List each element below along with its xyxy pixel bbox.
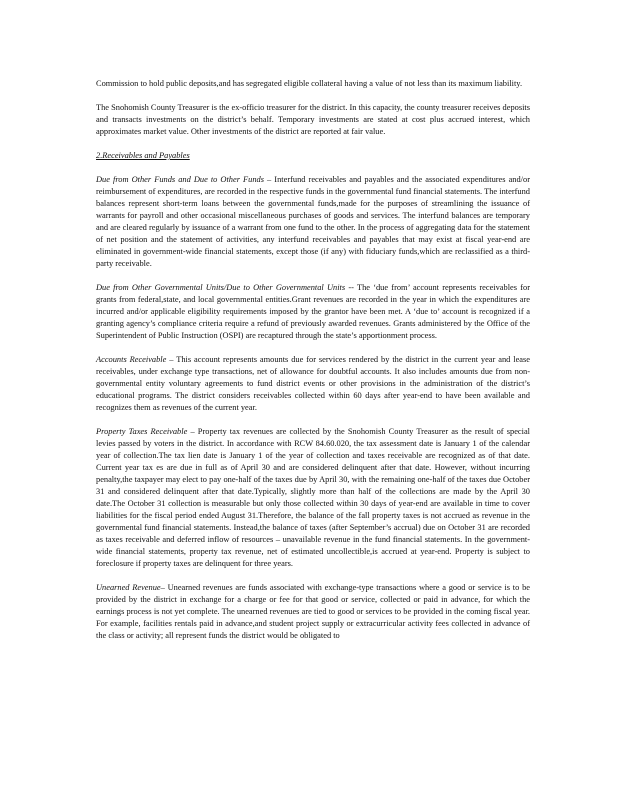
paragraph-due-other-funds	[96, 174, 530, 270]
paragraph-accounts-receivable	[96, 354, 530, 414]
paragraph-collateral: Commission to hold public deposits,and has segregated eligible collateral having a value of not less than its maximum liability.	[96, 79, 523, 88]
text-accounts-receivable: – This account represents amounts due for services rendered by the district in the current year and lease receivables, under exchange type transactions, net of allowance for doubtful accounts. It also includes amounts due from non-governmental entity voluntary agreements to fund district events or other provisions in the administration of the district’s educational programs. The district considers receivables collected within 60 days after year-end to have been available and recognizes them as revenues of the current year.	[96, 355, 530, 412]
lead-due-governmental-units: Due from Other Governmental Units/Due to Other Governmental Units	[96, 283, 346, 292]
section-heading-text: 2.Receivables and Payables	[96, 151, 190, 160]
document-page	[96, 78, 530, 654]
lead-accounts-receivable: Accounts Receivable	[96, 355, 167, 364]
lead-unearned-revenue: Unearned Revenue	[96, 583, 161, 592]
lead-due-other-funds: Due from Other Funds and Due to Other Funds	[96, 175, 264, 184]
paragraph-unearned-revenue	[96, 582, 530, 642]
text-unearned-revenue: – Unearned revenues are funds associated with exchange-type transactions where a good or service is to be provided by the district in exchange for a charge or fee for that good or service, collected or paid in advance, for which the earnings process is not yet complete. The unearned revenues are tied to good or services to be provided in the coming fiscal year. For example, facilities rentals paid in advance,and student project supply or extracurricular activity fees collected in advance of the class or activity; all represent funds the district would be obligated to	[96, 583, 530, 640]
lead-property-taxes: Property Taxes Receivable	[96, 427, 188, 436]
paragraph-property-taxes	[96, 426, 530, 570]
paragraph-county-treasurer: The Snohomish County Treasurer is the ex-officio treasurer for the district. In this capacity, the county treasurer receives deposits and transacts investments on the district’s behalf. Temporary investments are stated at cost plus accrued interest, which approximates market value. Other investments of the district are reported at fair value.	[96, 103, 530, 136]
paragraph-due-governmental-units	[96, 282, 530, 342]
text-due-governmental-units: -- The ‘due from’ account represents receivables for grants from federal,state, and local governmental entities.Grant revenues are recorded in the year in which the expenditures are incurred and/or applicable eligibility requirements imposed by the grantor have been met. A ‘due to’ account is recognized if a granting agency’s compliance criteria require a refund of previously awarded revenues. Grants administered by the Office of the Superintendent of Public Instruction (OSPI) are recaptured through the state’s apportionment process.	[96, 283, 530, 340]
section-heading	[96, 150, 530, 162]
text-property-taxes: – Property tax revenues are collected by the Snohomish County Treasurer as the result of special levies passed by voters in the district. In accordance with RCW 84.60.020, the tax assessment date is January 1 of the calendar year of collection.The tax lien date is January 1 of the year of collection and taxes receivable are recognized as of that date. Current year tax es are due in full as of April 30 and are considered delinquent after that date. However, without incurring penalty,the taxpayer may elect to pay one-half of the taxes due by April 30, with the remaining one-half of the taxes due October 31 and considered delinquent after that date.Typically, slightly more than half of the collections are made by the April 30 date.The October 31 collection is measurable but only those collected within 30 days of year-end are available in time to cover liabilities for the fiscal period ended August 31.Therefore, the balance of the fall property taxes is not accrued as revenue in the governmental fund financial statements. Instead,the balance of taxes (after September’s accrual) due on October 31 are recorded as taxes receivable and deferred inflow of resources – unavailable revenue in the fund financial statements. In the government-wide financial statements, property tax revenue, net of estimated uncollectible,is accrued at year-end. Property is subject to foreclosure if property taxes are delinquent for three years.	[96, 427, 530, 568]
text-due-other-funds: – Interfund receivables and payables and the associated expenditures and/or reimbursement of expenditures, are recorded in the respective funds in the governmental fund financial statements. The interfund balances represent short-term loans between the governmental funds,made for the purposes of streamlining the issuance of warrants for payroll and other occasional miscellaneous purchases of goods and services. The interfund balances are temporary and are cleared regularly by issuance of a warrant from one fund to the other. In the process of aggregating data for the statement of net position and the statement of activities, any interfund receivables and payables that may exist at fiscal year-end are eliminated in government-wide financial statements, except those (if any) with fiduciary funds,which are reclassified as a third-party receivable.	[96, 175, 530, 268]
